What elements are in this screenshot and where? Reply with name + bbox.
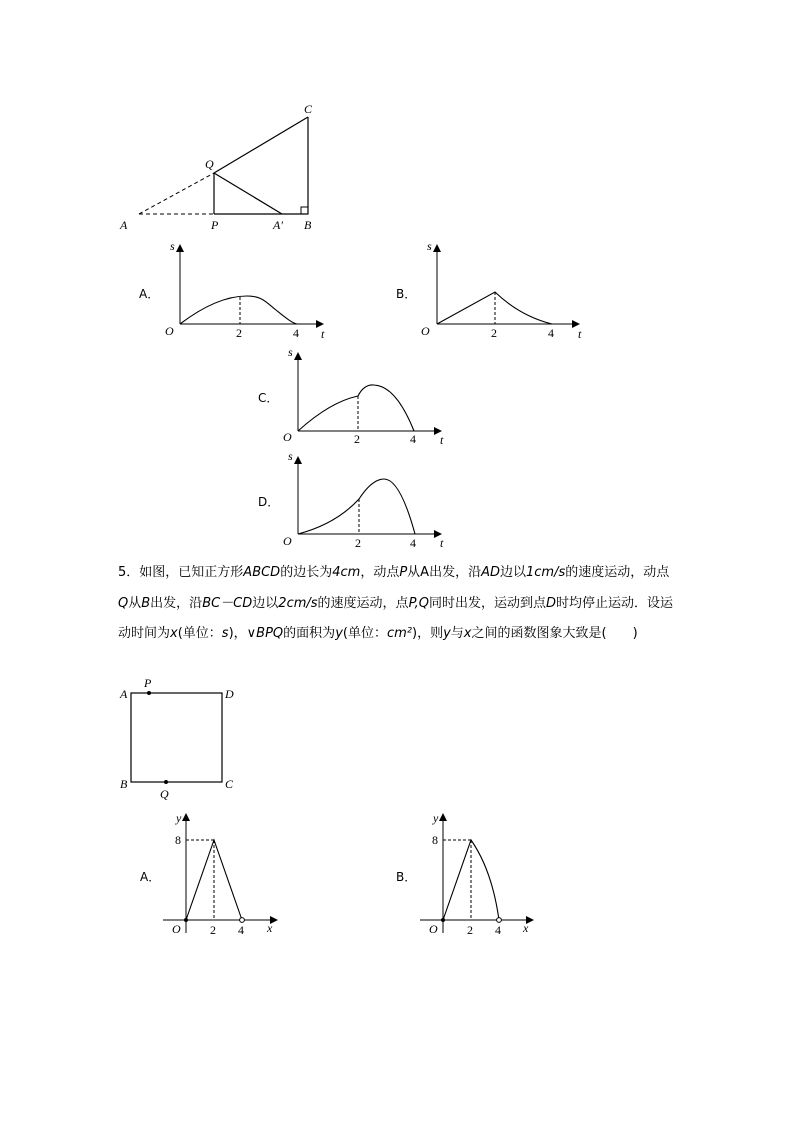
text: 与	[450, 626, 464, 641]
text: 的边长为	[280, 565, 333, 580]
origin-label: O	[283, 430, 292, 444]
math: B	[141, 595, 151, 611]
text: 边以	[499, 565, 526, 580]
label-Q: Q	[205, 157, 214, 171]
text: 同时出发，运动到点	[428, 595, 546, 611]
option-label-b: B．	[396, 870, 417, 884]
text: )，	[228, 626, 247, 641]
tick-label-4: 4	[548, 326, 554, 340]
text: 的速度运动，点	[317, 595, 409, 611]
math: D	[546, 595, 557, 611]
text: 边以	[252, 595, 279, 611]
y-axis-label: s	[170, 239, 175, 253]
text: 时均停止运动．设运动时间为	[118, 595, 674, 641]
math: AD	[481, 565, 500, 580]
math: ABCD	[243, 565, 281, 580]
math: 2cm/s	[278, 595, 318, 611]
tick-label-2: 2	[355, 536, 361, 550]
option-label-c: C．	[258, 391, 279, 405]
tick-label-2: 2	[236, 326, 242, 340]
origin-label: O	[421, 324, 430, 338]
label-C: C	[304, 102, 313, 116]
x-axis-label: x	[523, 921, 529, 935]
text: (单位：	[342, 626, 387, 641]
text: ，动点	[360, 565, 400, 580]
tick-label-4: 4	[238, 923, 244, 937]
y-axis-label: s	[288, 449, 293, 463]
y-axis-label: y	[433, 811, 439, 825]
option-label-d: D．	[258, 495, 280, 509]
origin-label: O	[283, 534, 292, 548]
label-A-prime: A′	[273, 218, 283, 232]
end-point	[497, 918, 502, 923]
math: Q	[118, 595, 129, 611]
math: P	[399, 565, 408, 580]
tick-label-2: 2	[354, 432, 360, 446]
y-axis-label: s	[288, 345, 293, 359]
tick-label-2: 2	[491, 326, 497, 340]
end-point	[240, 918, 245, 923]
origin-label: O	[165, 324, 174, 338]
origin-label: O	[172, 922, 181, 936]
label-B: B	[304, 218, 312, 232]
text: )，则	[412, 626, 444, 641]
text: 从	[128, 595, 142, 611]
x-axis-label: t	[440, 433, 444, 447]
x-axis-label: t	[578, 327, 582, 341]
math: P,Q	[408, 595, 429, 611]
x-axis-label: x	[267, 921, 273, 935]
label-D: D	[225, 687, 234, 701]
tick-label-4: 4	[410, 432, 416, 446]
y-axis-label: y	[176, 811, 182, 825]
math: 1cm/s	[526, 565, 566, 580]
origin-point	[441, 918, 445, 922]
tick-label-4: 4	[410, 536, 416, 550]
option-label-a: A．	[140, 870, 161, 884]
math: BC－CD	[202, 595, 253, 611]
math: cm²	[386, 626, 412, 641]
math: ∨BPQ	[246, 626, 284, 641]
tick-label-4: 4	[293, 326, 299, 340]
label-B: B	[120, 777, 128, 791]
math: 4cm	[332, 565, 361, 580]
text: 从A出发，沿	[407, 565, 482, 580]
x-axis-label: t	[321, 327, 325, 341]
math: x	[170, 626, 178, 641]
label-A: A	[120, 687, 128, 701]
label-C: C	[225, 777, 234, 791]
math: x	[463, 626, 472, 641]
label-P: P	[211, 218, 219, 232]
origin-point	[184, 918, 188, 922]
label-Q: Q	[160, 787, 169, 801]
tick-label-2: 2	[467, 923, 473, 937]
math: y	[335, 626, 343, 641]
text: (单位：	[177, 626, 222, 641]
label-A: A	[120, 218, 128, 232]
problem-number: 5．	[118, 565, 140, 580]
text: 的速度运动，动点	[565, 565, 670, 580]
y-axis-label: s	[427, 239, 432, 253]
option-label-b: B．	[396, 287, 417, 301]
tick-label-4: 4	[495, 923, 501, 937]
math: s	[221, 626, 229, 641]
text: 如图，已知正方形	[139, 565, 244, 580]
option-label-a: A．	[139, 287, 160, 301]
x-axis-label: t	[440, 536, 444, 550]
math: y	[443, 626, 451, 641]
label-P: P	[144, 676, 152, 690]
y-tick-label-8: 8	[175, 833, 181, 847]
y-tick-label-8: 8	[432, 833, 438, 847]
text: 的面积为	[283, 626, 336, 641]
text: 之间的函数图象大致是( )	[471, 626, 638, 641]
origin-label: O	[429, 922, 438, 936]
text: 出发，沿	[150, 595, 203, 611]
tick-label-2: 2	[210, 923, 216, 937]
